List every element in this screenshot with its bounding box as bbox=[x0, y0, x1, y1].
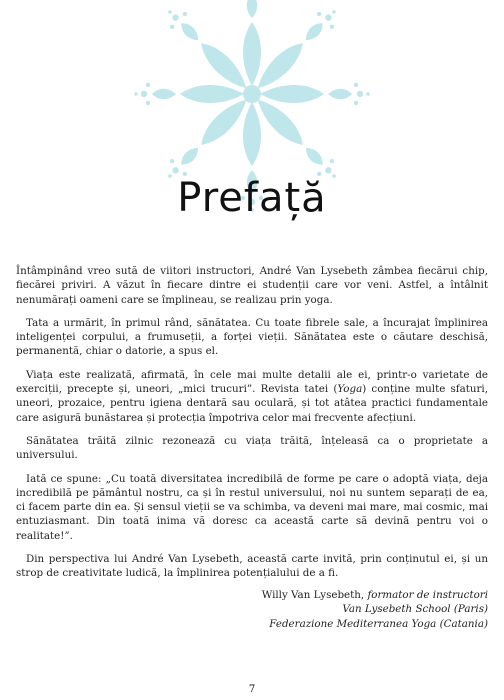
ornament-dot bbox=[171, 13, 180, 22]
ornament-tip bbox=[178, 20, 202, 44]
signature-line-2: Van Lysebeth School (Paris) bbox=[342, 603, 488, 616]
ornament-dot bbox=[324, 166, 333, 175]
ornament-petal bbox=[260, 85, 324, 103]
ornament-dot bbox=[357, 91, 363, 97]
ornament-dot bbox=[316, 11, 322, 17]
ornament-arm bbox=[241, 0, 263, 86]
ornament-tip bbox=[302, 20, 326, 44]
paragraph-4: Sănătatea trăită zilnic rezonează cu viața trăită, înțeleasă ca o proprietate a universului. bbox=[16, 434, 488, 462]
ornament-dot bbox=[146, 101, 150, 105]
ornament-tip bbox=[152, 89, 176, 100]
body-text bbox=[16, 264, 488, 590]
ornament-arm bbox=[161, 3, 254, 96]
ornament-tip bbox=[178, 144, 202, 168]
page-title: Prefață bbox=[177, 174, 327, 221]
ornament-petal bbox=[180, 85, 244, 103]
paragraph-3-text-b: ) conține multe sfaturi, uneori, prozaice, pentru igiena dentară sau oculară, și tot atâtea practici fundamentale care asigură bunăstarea și protecția împotriva celor mai frecvente afecțiuni. bbox=[16, 383, 488, 424]
ornament-dot bbox=[329, 158, 335, 164]
ornament-petal bbox=[243, 22, 261, 86]
signature-line-1 bbox=[138, 588, 488, 602]
ornament-dot bbox=[171, 166, 180, 175]
ornament-dot bbox=[167, 9, 172, 14]
ornament-tip bbox=[302, 144, 326, 168]
ornament-arm bbox=[250, 92, 343, 185]
ornament-arm bbox=[260, 83, 370, 105]
ornament-tip bbox=[247, 0, 258, 18]
paragraph-5: Iată ce spune: „Cu toată diversitatea incredibilă de forme pe care o adoptă viața, deja incredibilă pe pământul nostru, ca și în restul universului, noi nu suntem separați de ea, ci facem parte din ea. Și sensul vieții se va schimba, va deveni mai mare, mai cosmic, mai entuziasmant. Din toată inima vă doresc ca această carte să devină pentru voi o realitate!”. bbox=[16, 472, 488, 542]
page-number: 7 bbox=[248, 684, 256, 695]
paragraph-1: Întâmpinând vreo sută de viitori instructori, André Van Lysebeth zâmbea fiecărui chip, fiecărei priviri. A văzut în fiecare dintre ei studenții care vor veni. Astfel, a întâlnit nenumărați oameni care se împlineau, se realizau prin yoga. bbox=[16, 265, 488, 306]
paragraph-6: Din perspectiva lui André Van Lysebeth, această carte invită, prin conținutul ei, și un strop de creativitate ludică, la împlinirea potențialului de a fi. bbox=[16, 553, 488, 580]
ornament-dot bbox=[354, 83, 358, 87]
paragraph-3 bbox=[16, 368, 488, 425]
paragraph-3-text-a: Viața este realizată, afirmată, în cele mai multe detalii ale ei, printr-o varietate de exerciții, precepte și, uneori, „mici trucuri”. Revista tatei ( bbox=[16, 368, 488, 396]
ornament-dot bbox=[169, 158, 175, 164]
ornament-dot bbox=[182, 11, 188, 17]
ornament-dot bbox=[331, 9, 336, 14]
magazine-name: Yoga bbox=[337, 383, 363, 396]
author-name: Willy Van Lysebeth, bbox=[261, 589, 368, 601]
ornament-dot bbox=[354, 101, 358, 105]
ornament-dot bbox=[329, 24, 335, 30]
ornament-arm bbox=[134, 83, 244, 105]
ornament-dot bbox=[141, 91, 147, 97]
signature-line-3: Federazione Mediterranea Yoga (Catania) bbox=[269, 617, 488, 630]
signature-block bbox=[138, 588, 488, 631]
ornament-dot bbox=[134, 92, 138, 96]
ornament-arm bbox=[161, 92, 254, 185]
ornament-center bbox=[243, 85, 261, 103]
ornament-dot bbox=[324, 13, 333, 22]
ornament-dot bbox=[146, 83, 150, 87]
paragraph-2: Tata a urmărit, în primul rând, sănătatea. Cu toate fibrele sale, a încurajat împlinirea inteligenței corpului, a frumuseții, a forței vieții. Sănătatea este o căutare deschisă, permanentă, chiar o datorie, a spus el. bbox=[16, 316, 488, 358]
ornament-arm bbox=[250, 3, 343, 96]
ornament-petal bbox=[243, 102, 261, 166]
ornament-dot bbox=[366, 92, 370, 96]
author-role: formator de instructori bbox=[367, 589, 488, 601]
ornament-tip bbox=[328, 89, 352, 100]
ornament-dot bbox=[169, 24, 175, 30]
